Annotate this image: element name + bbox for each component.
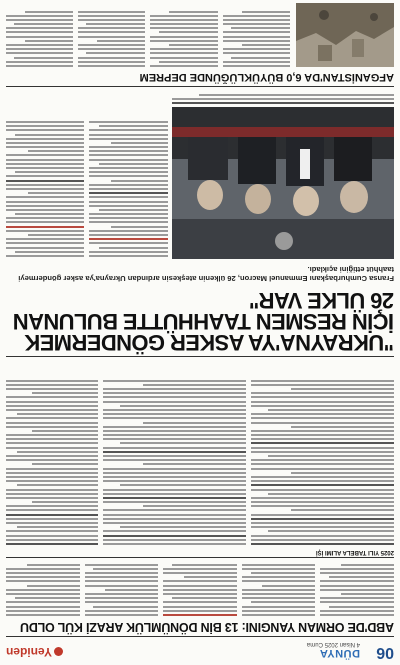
logo-mark-icon xyxy=(54,647,63,656)
newspaper-logo xyxy=(6,645,63,659)
divider xyxy=(6,86,394,87)
secondary-article-body xyxy=(6,5,290,67)
tender-notice-title: 2025 YILI TABELA ALIMI İŞİ xyxy=(315,549,394,555)
earthquake-photo-image xyxy=(296,3,394,67)
divider xyxy=(6,356,394,357)
divider xyxy=(6,557,394,558)
lead-headline: ABD'DE ORMAN YANGINI: 13 BİN DÖNÜMLÜK ARAZİ KÜL OLDU xyxy=(20,620,394,634)
photo-caption xyxy=(172,90,394,104)
main-deck: Fransa Cumhurbaşkanı Emmanuel Macron, 26 ülkenin ateşkesin ardından Ukrayna'ya asker göndermeyi taahhüt ettiğini açıkladı. xyxy=(18,265,394,283)
secondary-headline: AFGANİSTAN'DA 6,0 BÜYÜKLÜĞÜNDE DEPREM xyxy=(139,71,394,83)
masthead xyxy=(6,637,394,661)
main-article-body xyxy=(6,109,168,257)
divider xyxy=(6,636,394,637)
news-photo xyxy=(172,107,394,259)
news-photo-image xyxy=(172,107,394,259)
lead-article-body xyxy=(6,560,394,616)
tender-notice xyxy=(6,360,394,555)
main-headline: "UKRAYNA'YA ASKER GÖNDERMEK İÇİN RESMEN TAAHHÜTTE BULUNAN 26 ÜLKE VAR" xyxy=(13,288,394,355)
earthquake-photo xyxy=(296,3,394,67)
section-title: DÜNYA xyxy=(319,647,360,659)
page-number: 06 xyxy=(376,644,394,661)
tender-notice-body xyxy=(6,365,394,545)
issue-date: 4 Nisan 2025 Cuma xyxy=(306,641,360,647)
logo-text: Yeniden xyxy=(6,645,53,659)
